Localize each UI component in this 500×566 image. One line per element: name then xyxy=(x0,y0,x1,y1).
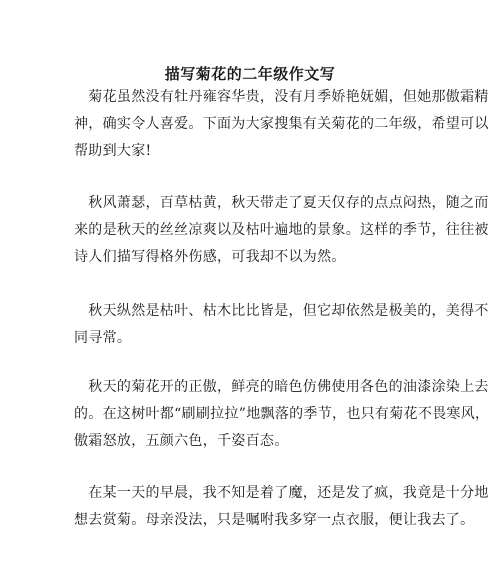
paragraph-4 xyxy=(74,374,490,455)
paragraph-line: 来的是秋天的丝丝凉爽以及枯叶遍地的景象。这样的季节，往往被 xyxy=(74,222,489,238)
paragraph-5 xyxy=(74,480,489,534)
document-title: 描写菊花的二年级作文写 xyxy=(164,65,336,83)
paragraph-line: 秋风萧瑟，百草枯黄，秋天带走了夏天仅存的点点闷热，随之而 xyxy=(74,195,489,211)
paragraph-line: 菊花虽然没有牡丹雍容华贵，没有月季娇艳妩媚，但她那傲霜精 xyxy=(74,89,489,105)
paragraph-line: 诗人们描写得格外伤感，可我却不以为然。 xyxy=(74,249,346,265)
paragraph-1 xyxy=(74,84,489,165)
paragraph-line: 秋天纵然是枯叶、枯木比比皆是，但它却依然是极美的，美得不 xyxy=(74,303,489,319)
paragraph-line: 傲霜怒放，五颜六色，千姿百态。 xyxy=(74,433,289,449)
paragraph-line: 神，确实令人喜爱。下面为大家搜集有关菊花的二年级，希望可以 xyxy=(74,116,489,132)
paragraph-line: 帮助到大家! xyxy=(74,143,152,159)
paragraph-line: 在某一天的早晨，我不知是着了魔，还是发了疯，我竟是十分地 xyxy=(74,485,489,501)
paragraph-3 xyxy=(74,298,489,352)
paragraph-line: 想去赏菊。母亲没法，只是嘱咐我多穿一点衣服，便让我去了。 xyxy=(74,512,475,528)
paragraph-line: 秋天的菊花开的正傲，鲜亮的暗色仿佛使用各色的油漆涂染上去 xyxy=(74,379,489,395)
paragraph-line: 的。在这树叶都“刷刷拉拉”地飘落的季节，也只有菊花不畏寒风， xyxy=(74,406,490,422)
paragraph-line: 同寻常。 xyxy=(74,330,132,346)
paragraph-2 xyxy=(74,190,489,271)
